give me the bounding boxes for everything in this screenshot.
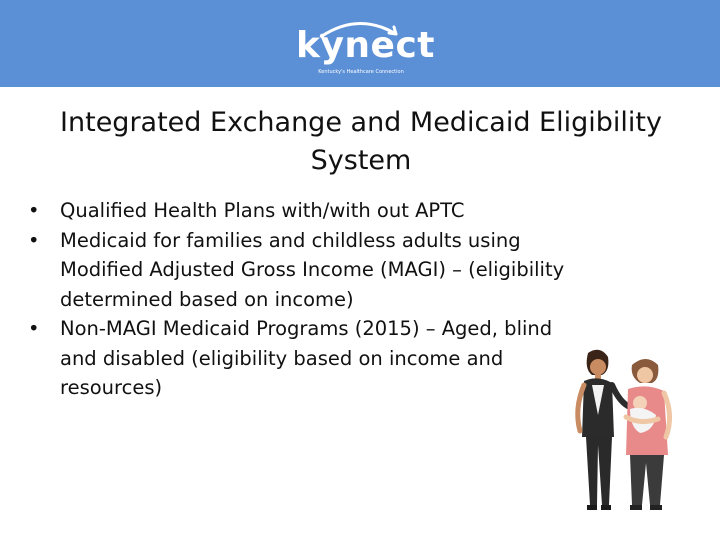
bullet-marker: •: [28, 228, 40, 252]
bullet-text: Non-MAGI Medicaid Programs (2015) – Aged, blind and disabled (eligibility based on income and resources): [60, 317, 553, 399]
woman-left-figure: [578, 350, 630, 510]
bullet-item: [28, 314, 588, 403]
bullet-list: [28, 196, 588, 403]
bullet-marker: •: [28, 199, 40, 222]
logo-tagline: Kentucky's Healthcare Connection: [318, 69, 404, 75]
woman-right-figure: [626, 359, 670, 510]
bullet-item: [28, 196, 588, 226]
header-band: [0, 0, 720, 87]
two-women-with-baby-illustration-icon: [560, 345, 700, 525]
kynect-logo: [296, 10, 436, 76]
bullet-text: Medicaid for families and childless adults using Modified Adjusted Gross Income (MAGI) – (eligibility determined based on income): [60, 228, 565, 311]
logo-wordmark: kynect: [296, 25, 436, 66]
slide-title: Integrated Exchange and Medicaid Eligibility System: [60, 107, 662, 176]
bullet-marker: •: [28, 317, 40, 340]
bullet-item: [28, 226, 588, 315]
bullet-text: Qualified Health Plans with/with out APTC: [60, 199, 465, 222]
